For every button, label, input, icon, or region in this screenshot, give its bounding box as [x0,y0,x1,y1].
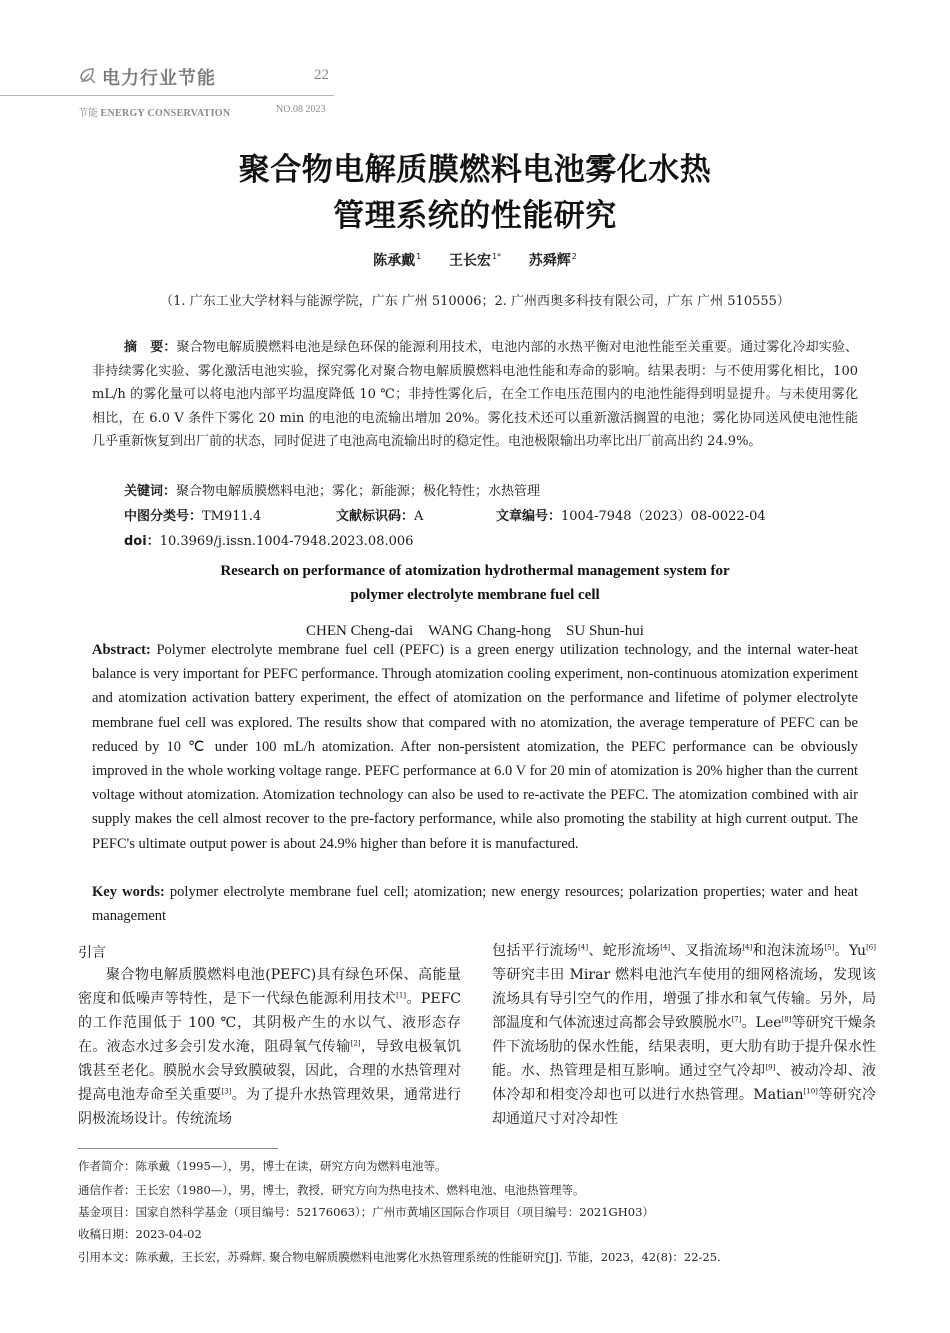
body-text: 、叉指流场 [670,943,743,959]
author-affiliation-mark: 1 [416,252,422,262]
footnote-divider [78,1148,278,1149]
citation-ref: [4] [660,943,671,952]
body-text: 。Lee [741,1015,782,1031]
body-text: 、被动冷却、液体冷却和相变冷却也可以进行水热管理。Matian [492,1063,877,1103]
english-author-list: CHEN Cheng-dai WANG Chang-hong SU Shun-hui [306,623,644,639]
citation-ref: [10] [803,1087,818,1096]
citation-ref: [5] [824,943,835,952]
citation-ref: [9] [765,1063,776,1072]
citation-ref: [2] [350,1039,361,1048]
body-text: 。Yu [834,943,867,959]
abstract-cn-label: 摘 要： [124,340,177,355]
clc-number [124,505,261,524]
section-heading-introduction: 引言 [78,945,106,961]
footnote-received-date: 收稿日期：2023-04-02 [78,1227,202,1241]
clc-value: TM911.4 [202,509,262,524]
author-name: 苏舜辉 [528,253,571,269]
author-affiliation-mark: 1* [491,252,502,262]
body-text: 、蛇形流场 [588,943,661,959]
keywords-en [92,880,858,928]
author-name: 王长宏 [448,253,491,269]
article-number-label: 文章编号： [496,509,562,524]
document-code [336,505,423,524]
body-text: 和泡沫流场 [752,943,825,959]
body-text: 等研究丰田 Mirar 燃料电池汽车使用的细网格流场，发现该流场具有导引空气的作用，增强了排水和氧气传输。另外，局部温度和气体流速过高都会导致膜脱水 [492,967,876,1031]
paper-title-line1: 聚合物电解质膜燃料电池雾化水热 [238,152,712,188]
keywords-en-label: Key words: [92,884,165,900]
footnote-citation: 引用本文：陈承戴，王长宏，苏舜辉. 聚合物电解质膜燃料电池雾化水热管理系统的性能研究[J]. 节能，2023，42(8)：22-25. [78,1250,721,1264]
page-number: 22 [314,67,329,83]
journal-logo-icon [78,66,98,86]
citation-ref: [7] [731,1015,742,1024]
header-divider [0,95,334,96]
abstract-cn-text: 聚合物电解质膜燃料电池是绿色环保的能源利用技术，电池内部的水热平衡对电池性能至关重要。通过雾化冷却实验、非持续雾化实验、雾化激活电池实验，探究雾化对聚合物电解质膜燃料电池性能和寿命的影响。结果表明：与不使用雾化相比，100 mL/h 的雾化量可以将电池内部平均温度降低 10 ℃；非持性雾化后，在全工作电压范围内的电池性能得到明显提升。与未使用雾化相比，在 6.0 V 条件下雾化 20 min 的电池的电流输出增加 20%。雾化技术还可以重新激活搁置的电池；雾化协同送风使电池性能几乎重新恢复到出厂前的状态，同时促进了电池高电流输出时的稳定性。电池极限输出功率比出厂前高出约 24.9%。 [92,340,858,449]
body-text: ，导致电极氧饥饿甚至老化。膜脱水会导致膜破裂，因此，合理的水热管理对提高电池寿命至关重要 [78,1039,462,1103]
paper-title-line2: 管理系统的性能研究 [333,198,617,234]
citation-ref: [4] [578,943,589,952]
keywords-cn-text: 聚合物电解质膜燃料电池；雾化；新能源；极化特性；水热管理 [176,484,541,499]
keywords-cn-label: 关键词： [124,484,177,499]
keywords-cn [124,480,540,499]
author-name: 陈承戴 [373,253,416,269]
author-affiliation-mark: 2 [571,252,577,262]
journal-name: 电力行业节能 [102,68,216,89]
citation-ref: [6] [866,943,876,952]
body-text: 。为了提升水热管理效果，通常进行阴极流场设计。传统流场 [78,1087,462,1127]
keywords-en-text: polymer electrolyte membrane fuel cell; atomization; new energy resources; polarization properties; water and heat management [92,884,858,925]
footnote-corresponding-author: 通信作者：王长宏（1980—），男，博士，教授，研究方向为热电技术、燃料电池、电池热管理等。 [78,1183,585,1197]
footnote-fund: 基金项目：国家自然科学基金（项目编号：52176063）；广州市黄埔区国际合作项目（项目编号：2021GH03） [78,1205,654,1219]
doi-label: doi： [124,534,160,549]
english-title-line1: Research on performance of atomization hydrothermal management system for [220,563,730,579]
english-title-line2: polymer electrolyte membrane fuel cell [350,587,600,603]
citation-ref: [1] [396,991,407,1000]
abstract-en-text: Polymer electrolyte membrane fuel cell (PEFC) is a green energy utilization technology, and the internal water-heat balance is very important for PEFC performance. Through atomization cooling experiment, non-continuous atomization experiment and atomization activation battery experiment, the effect of atomization on the performance and lifetime of polymer electrolyte membrane fuel cell was explored. The results show that compared with no atomization, the average temperature of PEFC can be reduced by 10 ℃ under 100 mL/h atomization. After non-persistent atomization, the PEFC performance can be obviously improved in the whole working voltage range. PEFC performance at 6.0 V for 20 min of atomization is 20% higher than the current voltage without atomization. Atomization technology can also be used to re-activate the PEFC. The atomization combined with air supply makes the cell almost recover to the pre-factory performance, while also promoting the stability at high current output. The PEFC's ultimate output power is about 24.9% higher than before it is manufactured. [92,642,859,852]
citation-ref: [3] [221,1087,232,1096]
article-number [496,505,766,524]
footnote-author-intro: 作者简介：陈承戴（1995—），男，博士在读，研究方向为燃料电池等。 [78,1159,447,1173]
doi [124,530,413,549]
doi-value: 10.3969/j.issn.1004-7948.2023.08.006 [159,534,414,549]
body-text: 包括平行流场 [492,943,579,959]
affiliations: （1. 广东工业大学材料与能源学院，广东 广州 510006；2. 广州西奥多科技有限公司，广东 广州 510555） [160,294,790,309]
body-column-left [78,963,461,1131]
author-list [0,250,950,270]
body-text: 聚合物电解质膜燃料电池(PEFC)具有绿色环保、高能量密度和低噪声等特性，是下一代绿色能源利用技术 [78,967,461,1007]
citation-ref: [8] [781,1015,792,1024]
article-number-value: 1004-7948（2023）08-0022-04 [561,509,766,524]
clc-label: 中图分类号： [124,509,203,524]
journal-subtitle-en: ENERGY CONSERVATION [100,108,231,119]
journal-subtitle [78,104,230,119]
abstract-en-label: Abstract: [92,642,151,658]
body-text: 。PEFC 的工作范围低于 100 ℃，其阴极产生的水以气、液形态存在。液态水过多会引发水淹，阻碍氧气传输 [78,991,461,1055]
journal-subtitle-cn: 节能 [78,108,98,119]
doc-code-value: A [414,509,424,524]
body-text: 等研究干燥条件下流场肋的保水性能，结果表明，更大肋有助于提升保水性能。水、热管理是相互影响。通过空气冷却 [492,1015,877,1079]
issue-number: NO.08 2023 [276,104,326,115]
citation-ref: [4] [742,943,753,952]
body-text: 等研究冷却通道尺寸对冷却性 [492,1087,876,1127]
doc-code-label: 文献标识码： [336,509,415,524]
abstract-cn [92,336,858,454]
body-column-right [492,939,876,1131]
abstract-en [92,638,858,856]
